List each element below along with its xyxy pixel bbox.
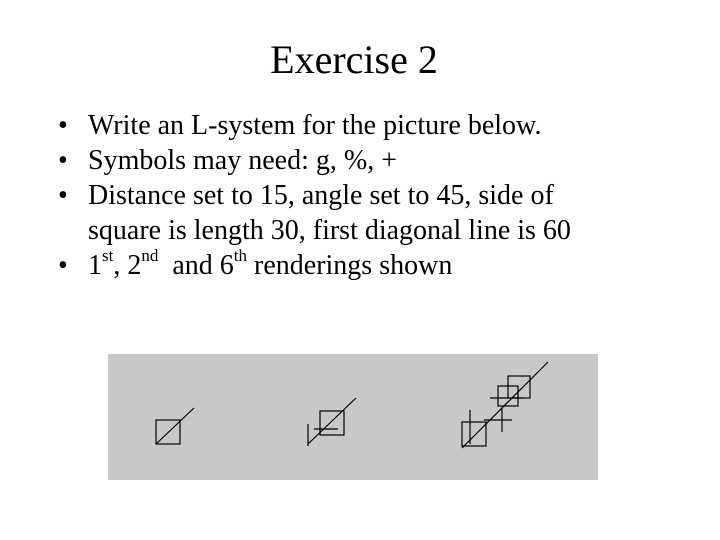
- bullet-text: renderings shown: [247, 250, 453, 281]
- bullet-list: [58, 108, 698, 283]
- diagonal-line: [308, 398, 356, 444]
- separator: ,: [113, 250, 128, 281]
- ordinal-suffix: nd: [141, 245, 159, 265]
- diagonal-line: [156, 408, 194, 444]
- ordinal-suffix: th: [233, 245, 248, 265]
- bullet-item: [58, 143, 698, 178]
- bullet-item: [58, 245, 698, 283]
- rendering-6th: [462, 362, 548, 448]
- rendering-1st: [156, 408, 194, 444]
- ordinal-number: 6: [219, 250, 234, 281]
- ordinal-number: 1: [88, 250, 102, 281]
- separator: and: [158, 250, 220, 281]
- bullet-dot: •: [58, 145, 68, 176]
- bullet-text: Write an L-system for the picture below.: [88, 110, 542, 141]
- rendering-2nd: [308, 398, 356, 446]
- diagonal-line: [462, 362, 548, 448]
- bullet-text-line: Distance set to 15, angle set to 45, side of: [88, 180, 554, 211]
- bullet-item: [58, 108, 698, 143]
- bullet-item: [58, 178, 698, 248]
- bullet-dot: •: [58, 110, 68, 141]
- slide-title: Exercise 2: [270, 37, 438, 82]
- bullet-dot: •: [58, 250, 68, 281]
- square: [508, 376, 530, 398]
- square: [462, 422, 486, 446]
- ordinal-suffix: st: [102, 245, 114, 265]
- bullet-text-line: square is length 30, first diagonal line is 60: [88, 215, 571, 246]
- lsystem-drawings: [108, 354, 598, 480]
- ordinal-number: 2: [127, 250, 142, 281]
- lsystem-figure-panel: [108, 354, 598, 480]
- square: [320, 411, 344, 435]
- bullet-text: Symbols may need: g, %, +: [88, 145, 397, 176]
- bullet-dot: •: [58, 180, 68, 211]
